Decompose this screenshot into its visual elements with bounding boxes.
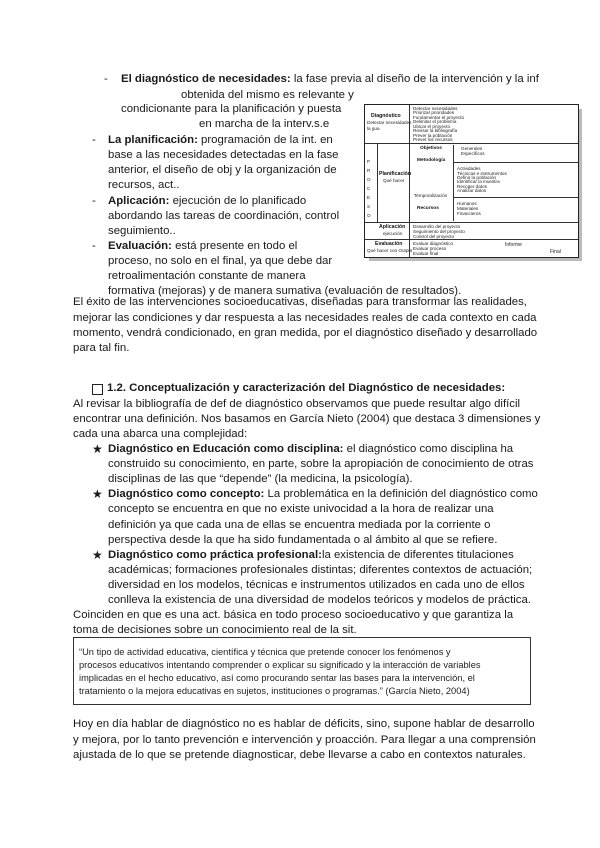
aplic-item-2: Control del proyecto [413, 234, 455, 239]
rec-item-2: Financieros [457, 211, 481, 216]
diag-item-5: Revisar la bibliografía [413, 128, 458, 133]
concepto-line-3: definición ya que cada una de ellas se encuentra mediada por la corriente o [108, 519, 491, 531]
plan-title: Planificación [379, 171, 411, 177]
aplic-item-1: Seguimiento del proyecto [413, 229, 465, 234]
met-item-1: Técnicas e instrumentos [457, 171, 507, 176]
heading-checkbox-icon [92, 384, 103, 395]
bullet-dash: - [92, 134, 96, 146]
para1-line-0: El éxito de las intervenciones socioeducativas, diseñadas para transformar las realidades, [73, 296, 527, 308]
evaluacion-line-1 [108, 238, 297, 254]
bullet-dash: - [92, 195, 96, 207]
concepto-line-2: concepto se encuentra en que no existe univocidad a la hora de realizar una [108, 503, 494, 515]
diag-sub2: la gua [367, 126, 380, 131]
eval-item-2: Evaluar final [413, 251, 439, 256]
plan-sub: Qué hacer [383, 178, 405, 183]
planificacion-line-1 [108, 132, 333, 148]
practica-line-2: académicas; formaciones profesionales distintas; diferentes contextos de actuación; [108, 564, 533, 576]
met-item-4: Recoger datos [457, 184, 487, 189]
disciplina-line-3: disciplinas de las que “depende” (la medicina, la psicología). [108, 473, 413, 485]
aplic-item-0: Desarrollo del proyecto [413, 224, 461, 229]
evaluacion-line-3: retroalimentación constante de manera [108, 270, 306, 282]
planificacion-line-2: base a las necesidades detectadas en la fase [108, 149, 339, 161]
rec-item-0: Humanos [457, 201, 477, 206]
aplic-sub: ejecución [383, 231, 403, 236]
aplicacion-line-1 [108, 193, 306, 209]
aplicacion-text: ejecución de lo planificado [169, 195, 307, 207]
diagnostico-line-2: obtenida del mismo es relevante y [181, 89, 354, 101]
evaluacion-label: Evaluación: [108, 240, 172, 252]
obj-item-0: Generales [461, 146, 483, 151]
para4-line-2: ajustada de lo que se pretende diagnosticar, debe llevarse a cabo en contextos naturales. [73, 749, 526, 761]
obj-item-1: Específicos [461, 151, 485, 156]
concepto-text: La problemática en la definición del diagnóstico como [264, 488, 538, 500]
para3-line-0: Coinciden en que es una act. básica en todo proceso socioeducativo y que garantiza la [73, 609, 514, 621]
para1-line-3: para tal fin. [73, 342, 130, 354]
diag-sub1: Detectar necesidades [367, 120, 412, 125]
objetivos-label: Objetivos [420, 146, 442, 151]
para1-line-2: momento, vendrá condicionado, en gran medida, por el diagnóstico diseñado y desarrollado [73, 327, 538, 339]
evaluacion-line-4: formativa (mejoras) y de manera sumativa (evaluación de resultados). [108, 285, 462, 297]
diagnostico-label: El diagnóstico de necesidades: [121, 73, 291, 85]
evaluacion-line-2: proceso, no solo en el final, ya que debe dar [108, 255, 333, 267]
diag-item-7: Prever los recursos [413, 137, 453, 142]
planificacion-line-4: recursos, act.. [108, 179, 180, 191]
diag-item-4: Ubicar el proyecto [413, 124, 451, 129]
diag-item-2: Fundamentar el proyecto [413, 115, 465, 120]
eval-sub: Qué hacer con Output [367, 248, 413, 253]
disciplina-line-2: construido su conocimiento, en parte, sobre la apropiación de conocimiento de otras [108, 458, 534, 470]
diagnostico-line-3: condicionante para la planificación y puesta [121, 103, 342, 115]
aplicacion-line-2: abordando las tareas de coordinación, control [108, 210, 340, 222]
met-item-0: Actividades [457, 166, 481, 171]
diag-item-6: Prever la población [413, 133, 453, 138]
diag-title: Diagnóstico [371, 113, 401, 119]
eval-title: Evaluación [375, 241, 403, 247]
para1-line-1: mejorar las condiciones y dar respuesta a las necesidades reales de cada contexto en cada [73, 312, 537, 324]
planificacion-label: La planificación: [108, 134, 198, 146]
concepto-label: Diagnóstico como concepto: [108, 488, 265, 500]
temporalizacion-label: Temporalización [414, 193, 448, 198]
aplicacion-line-3: seguimiento.. [108, 225, 176, 237]
quote-line-2: implicadas en el hecho educativo, así como procurando sentar las bases para la intervención, el [79, 673, 475, 683]
recursos-label: Recursos [417, 206, 439, 211]
diagnostico-line-1 [121, 71, 539, 87]
para2-line-1: encontrar una definición. Nos basamos en García Nieto (2004) que destaca 3 dimensiones y [73, 413, 541, 425]
diagnostico-line-4: en marcha de la interv.s.e [199, 118, 330, 130]
quote-line-0: “Un tipo de actividad educativa, científica y técnica que pretende conocer los fenómenos y [79, 647, 451, 657]
diagnostico-text: la fase previa al diseño de la intervención y la inf [290, 73, 539, 85]
practica-line-4: conlleva la existencia de una diversidad de modelos teóricos y modelos de práctica. [108, 594, 531, 606]
final-label: Final [550, 249, 561, 255]
aplicacion-label: Aplicación: [108, 195, 170, 207]
practica-line-1 [108, 547, 514, 563]
plan-side-label: P R O C E S O [367, 159, 371, 218]
disciplina-line-1 [108, 441, 513, 457]
eval-item-1: Evaluar proceso [413, 246, 447, 251]
section-heading: 1.2. Conceptualización y caracterización del Diagnóstico de necesidades: [107, 382, 506, 394]
diag-item-1: Priorizar prioridades [413, 110, 455, 115]
met-item-5: Analizar datos [457, 188, 487, 193]
quote-box [73, 637, 531, 705]
process-diagram [364, 104, 579, 258]
evaluacion-text: está presente en todo el [171, 240, 298, 252]
diag-item-3: Delimitar el problema [413, 119, 457, 124]
eval-item-0: Evaluar diagnóstico [413, 241, 454, 246]
concepto-line-4: perspectiva desde la que ha sido fundamentada o al ámbito al que se refiere. [108, 534, 498, 546]
met-item-2: Definir la población [457, 175, 497, 180]
para4-line-0: Hoy en día hablar de diagnóstico no es hablar de déficits, sino, supone hablar de desarrollo [73, 718, 535, 730]
quote-line-1: procesos educativos intentando comprender o explicar su significado y la interacción de variables [79, 660, 481, 670]
practica-text: la existencia de diferentes titulaciones [321, 549, 514, 561]
concepto-line-1 [108, 486, 538, 502]
star-bullet-icon: ★ [92, 548, 103, 562]
para2-line-0: Al revisar la bibliografía de def de diagnóstico observamos que puede resultar algo difícil [73, 398, 521, 410]
planificacion-text: programación de la int. en [197, 134, 333, 146]
rec-item-1: Materiales [457, 206, 479, 211]
met-item-3: Identificar la muestra [457, 179, 500, 184]
para4-line-1: y mejora, por lo tanto prevención e intervención y proacción. Para llegar a una comprensión [73, 734, 536, 746]
disciplina-text: el diagnóstico como disciplina ha [343, 443, 514, 455]
metodologia-label: Metodología [417, 158, 446, 163]
star-bullet-icon: ★ [92, 442, 103, 456]
aplic-title: Aplicación [379, 224, 406, 230]
bullet-dash: - [104, 73, 108, 85]
disciplina-label: Diagnóstico en Educación como disciplina: [108, 443, 344, 455]
para2-line-2: cada una abarca una complejidad: [73, 428, 248, 440]
bullet-dash: - [92, 240, 96, 252]
para3-line-1: toma de decisiones sobre un conocimiento real de la sit. [73, 624, 357, 636]
quote-line-3: tratamiento o la mejora educativas en sujetos, instituciones o programas.” (García Nieto, 2004) [79, 686, 470, 696]
practica-line-3: diversidad en los modelos, técnicas e instrumentos utilizados en cada uno de ellos [108, 579, 525, 591]
planificacion-line-3: anterior, el diseño de obj y la organización de [108, 164, 337, 176]
star-bullet-icon: ★ [92, 487, 103, 501]
diag-item-0: Detectar necesidades [413, 106, 458, 111]
practica-label: Diagnóstico como práctica profesional: [108, 549, 322, 561]
informe-label: Informe [505, 242, 522, 248]
